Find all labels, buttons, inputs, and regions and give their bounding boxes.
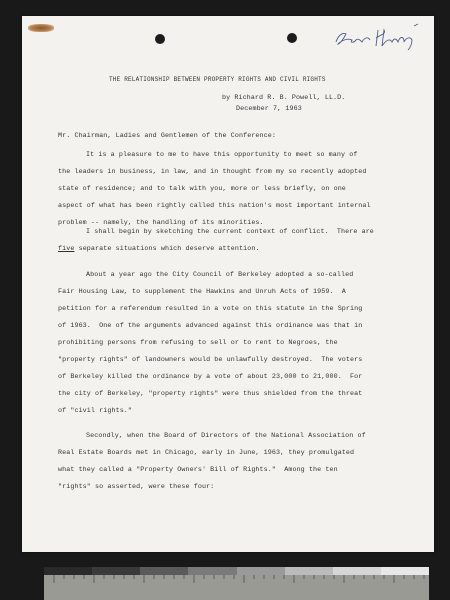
paragraph-line: Secondly, when the Board of Directors of the National Association of <box>86 432 366 440</box>
punch-hole-right <box>287 33 297 43</box>
underlined-word: five <box>58 245 75 253</box>
paragraph-line: prohibiting persons from refusing to sell or to rent to Negroes, the <box>58 339 338 347</box>
paragraph-line: the city of Berkeley, "property rights" were thus shielded from the threat <box>58 390 363 398</box>
ruler-segment <box>237 567 285 575</box>
paragraph-line-rest: separate situations which deserve attention. <box>78 245 260 253</box>
ruler-segment <box>92 567 140 575</box>
paragraph-line: of Berkeley killed the ordinance by a vote of about 23,000 to 21,000. For <box>58 373 363 381</box>
paragraph-line: problem -- namely, the handling of its minorities. <box>58 219 264 227</box>
paragraph-line: what they called a "Property Owners' Bill of Rights." Among the ten <box>58 466 338 474</box>
paragraph-line: "rights" so asserted, were these four: <box>58 483 215 491</box>
paragraph-line: I shall begin by sketching the current context of conflict. There are <box>86 228 374 236</box>
paragraph-line: state of residence; and to talk with you, more or less briefly, on one <box>58 185 346 193</box>
ruler-segment <box>381 567 429 575</box>
ruler-segment <box>285 567 333 575</box>
ruler-color-bar <box>44 567 429 575</box>
document-title: THE RELATIONSHIP BETWEEN PROPERTY RIGHTS AND CIVIL RIGHTS <box>109 76 326 83</box>
paragraph-line: aspect of what has been rightly called this nation's most important internal <box>58 202 371 210</box>
scale-ruler <box>44 567 429 600</box>
paragraph-line: It is a pleasure to me to have this opportunity to meet so many of <box>86 151 358 159</box>
paragraph-3 <box>58 267 428 420</box>
ruler-segment <box>44 567 92 575</box>
ruler-segment <box>140 567 188 575</box>
paragraph-line: the leaders in business, in law, and in thought from my so recently adopted <box>58 168 367 176</box>
paragraph-line: "property rights" of landowners would be unlawfully destroyed. The voters <box>58 356 363 364</box>
document-date: December 7, 1963 <box>236 105 302 113</box>
ruler-segment <box>188 567 236 575</box>
paragraph-line: Real Estate Boards met in Chicago, early in June, 1963, they promulgated <box>58 449 355 457</box>
paragraph-line: Fair Housing Law, to supplement the Hawkins and Unruh Acts of 1959. A <box>58 288 346 296</box>
paragraph-line: of 1963. One of the arguments advanced against this ordinance was that in <box>58 322 363 330</box>
salutation: Mr. Chairman, Ladies and Gentlemen of the Conference: <box>58 132 276 140</box>
paragraph-line-emphasis <box>58 241 428 258</box>
paragraph-line: of "civil rights." <box>58 407 133 415</box>
document-author: by Richard R. B. Powell, LL.D. <box>222 94 346 102</box>
paragraph-line: petition for a referendum resulted in a vote on this statute in the Spring <box>58 305 363 313</box>
paragraph-line: About a year ago the City Council of Berkeley adopted a so-called <box>86 271 354 279</box>
ruler-segment <box>333 567 381 575</box>
punch-hole-left <box>155 34 165 44</box>
rust-stain <box>28 24 54 32</box>
paragraph-1 <box>58 147 428 232</box>
handwritten-signature <box>332 22 422 50</box>
paragraph-4 <box>58 428 428 496</box>
document-page <box>22 16 434 552</box>
ruler-ticks <box>44 575 429 587</box>
paragraph-2 <box>58 224 428 258</box>
